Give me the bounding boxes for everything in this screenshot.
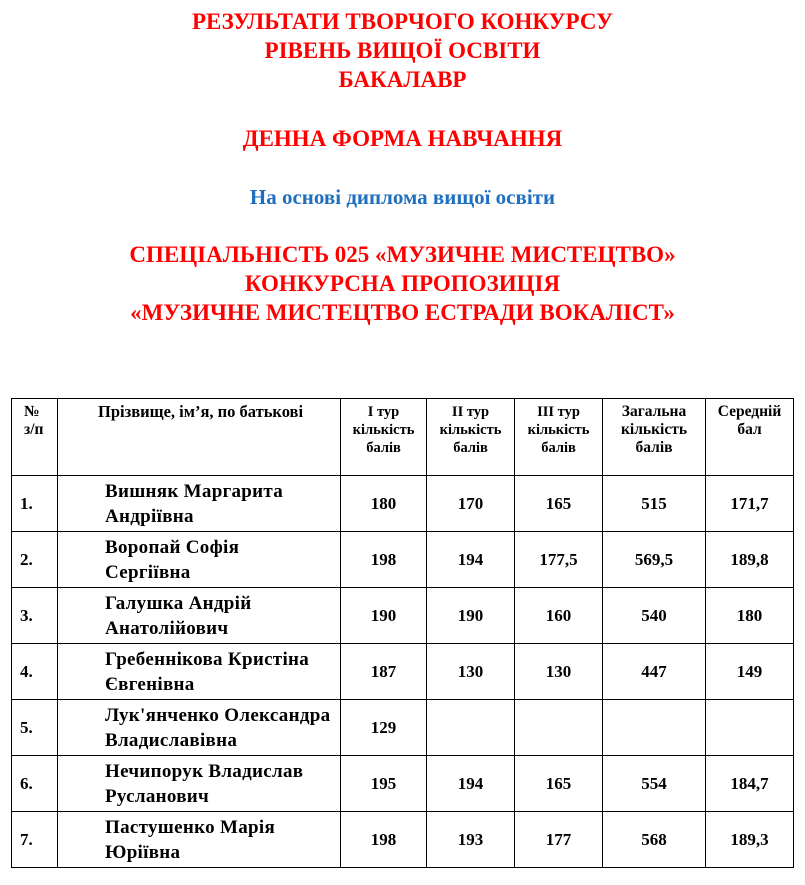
table-row xyxy=(12,756,794,812)
header-text: кількість xyxy=(439,422,502,438)
row-number: 5. xyxy=(12,700,58,756)
header-text: балів xyxy=(453,440,488,456)
name-line: Русланович xyxy=(105,785,210,807)
header-text: ІІ тур xyxy=(451,404,490,420)
name-line: Сергіївна xyxy=(105,561,191,583)
applicant-name xyxy=(58,476,341,532)
tour3-score: 160 xyxy=(515,588,603,644)
title-line: РЕЗУЛЬТАТИ ТВОРЧОГО КОНКУРСУ xyxy=(191,9,614,34)
results-table xyxy=(11,398,794,868)
total-score: 540 xyxy=(603,588,706,644)
admission-basis: На основі диплома вищої освіти xyxy=(249,185,556,209)
tour2-score: 190 xyxy=(427,588,515,644)
tour3-score: 177 xyxy=(515,812,603,868)
row-number: 6. xyxy=(12,756,58,812)
header-text: Прізвище, ім’я, по батькові xyxy=(98,402,304,421)
specialty-block xyxy=(0,240,805,327)
tour1-score: 198 xyxy=(341,532,427,588)
total-score: 554 xyxy=(603,756,706,812)
column-header-total xyxy=(603,399,706,476)
table-row xyxy=(12,588,794,644)
header-text: бал xyxy=(737,421,762,438)
row-number: 3. xyxy=(12,588,58,644)
name-line: Євгенівна xyxy=(105,673,195,695)
tour3-score: 177,5 xyxy=(515,532,603,588)
specialty-line: КОНКУРСНА ПРОПОЗИЦІЯ xyxy=(244,271,561,296)
name-line: Юріївна xyxy=(105,841,181,863)
average-score: 189,3 xyxy=(706,812,794,868)
name-line: Пастушенко Марія xyxy=(105,816,276,838)
table-row xyxy=(12,812,794,868)
tour2-score: 193 xyxy=(427,812,515,868)
applicant-name xyxy=(58,756,341,812)
row-number: 4. xyxy=(12,644,58,700)
tour3-score: 165 xyxy=(515,476,603,532)
name-line: Владиславівна xyxy=(105,729,238,751)
name-line: Вишняк Маргарита xyxy=(105,480,284,502)
name-line: Воропай Софія xyxy=(105,536,240,558)
table-row xyxy=(12,644,794,700)
name-line: Андріївна xyxy=(105,505,194,527)
average-score xyxy=(706,700,794,756)
average-score: 180 xyxy=(706,588,794,644)
header-text: балів xyxy=(366,440,401,456)
tour1-score: 195 xyxy=(341,756,427,812)
tour1-score: 187 xyxy=(341,644,427,700)
study-form: ДЕННА ФОРМА НАВЧАННЯ xyxy=(242,126,563,151)
header-text: Загальна xyxy=(621,403,687,420)
name-line: Гребеннікова Кристіна xyxy=(105,648,310,670)
average-score: 189,8 xyxy=(706,532,794,588)
column-header-average xyxy=(706,399,794,476)
table-row xyxy=(12,532,794,588)
header-text: з/п xyxy=(24,421,44,438)
column-header-number xyxy=(12,399,58,476)
name-line: Галушка Андрій xyxy=(105,592,252,614)
applicant-name xyxy=(58,700,341,756)
tour3-score xyxy=(515,700,603,756)
column-header-name xyxy=(58,399,341,476)
specialty-line: СПЕЦІАЛЬНІСТЬ 025 «МУЗИЧНЕ МИСТЕЦТВО» xyxy=(129,242,676,267)
header-text: кількість xyxy=(352,422,415,438)
tour1-score: 190 xyxy=(341,588,427,644)
row-number: 7. xyxy=(12,812,58,868)
header-text: балів xyxy=(541,440,576,456)
table-row xyxy=(12,476,794,532)
name-line: Анатолійович xyxy=(105,617,229,639)
total-score: 569,5 xyxy=(603,532,706,588)
total-score xyxy=(603,700,706,756)
title-line: РІВЕНЬ ВИЩОЇ ОСВІТИ xyxy=(264,38,541,63)
tour2-score: 194 xyxy=(427,756,515,812)
applicant-name xyxy=(58,532,341,588)
average-score: 184,7 xyxy=(706,756,794,812)
tour1-score: 198 xyxy=(341,812,427,868)
document-title xyxy=(0,7,805,94)
header-text: ІІІ тур xyxy=(537,404,580,420)
row-number: 1. xyxy=(12,476,58,532)
tour1-score: 129 xyxy=(341,700,427,756)
tour2-score: 194 xyxy=(427,532,515,588)
total-score: 447 xyxy=(603,644,706,700)
total-score: 515 xyxy=(603,476,706,532)
total-score: 568 xyxy=(603,812,706,868)
column-header-tour1 xyxy=(341,399,427,476)
applicant-name xyxy=(58,644,341,700)
applicant-name xyxy=(58,812,341,868)
tour1-score: 180 xyxy=(341,476,427,532)
tour3-score: 130 xyxy=(515,644,603,700)
header-text: І тур xyxy=(367,404,400,420)
column-header-tour3 xyxy=(515,399,603,476)
name-line: Лук'янченко Олександра xyxy=(105,704,331,726)
header-text: № xyxy=(24,403,40,420)
tour2-score xyxy=(427,700,515,756)
name-line: Нечипорук Владислав xyxy=(105,760,304,782)
table-header-row xyxy=(12,399,794,476)
title-line: БАКАЛАВР xyxy=(338,67,467,92)
header-text: кількість xyxy=(620,421,688,438)
tour3-score: 165 xyxy=(515,756,603,812)
tour2-score: 170 xyxy=(427,476,515,532)
average-score: 149 xyxy=(706,644,794,700)
header-text: балів xyxy=(635,439,673,456)
header-text: кількість xyxy=(527,422,590,438)
table-row xyxy=(12,700,794,756)
row-number: 2. xyxy=(12,532,58,588)
specialty-line: «МУЗИЧНЕ МИСТЕЦТВО ЕСТРАДИ ВОКАЛІСТ» xyxy=(130,300,675,325)
average-score: 171,7 xyxy=(706,476,794,532)
applicant-name xyxy=(58,588,341,644)
header-text: Середній xyxy=(717,403,782,420)
column-header-tour2 xyxy=(427,399,515,476)
tour2-score: 130 xyxy=(427,644,515,700)
